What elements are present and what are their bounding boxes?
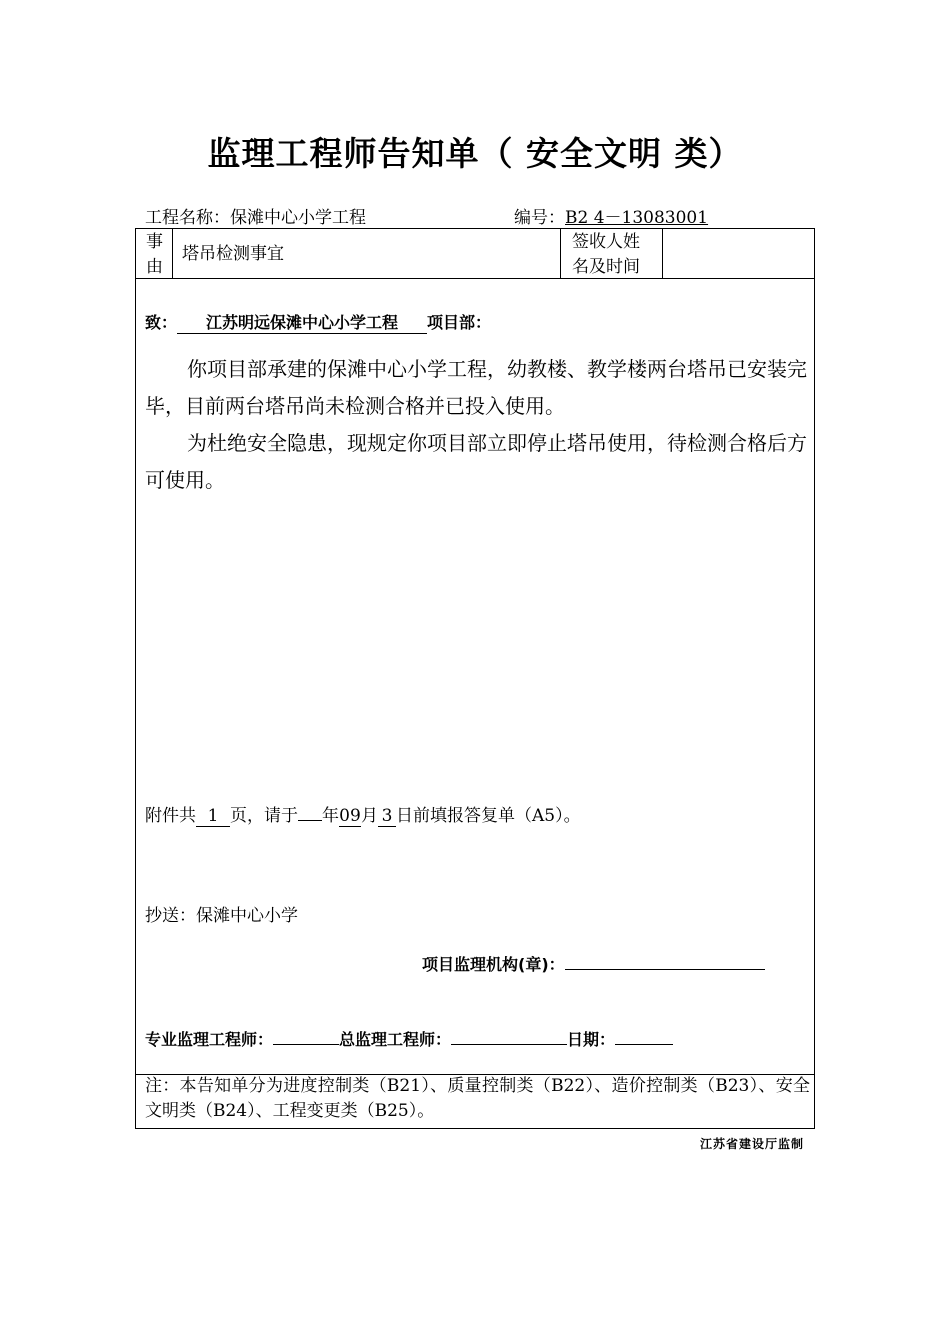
signer-label-line2: 名及时间: [572, 257, 640, 277]
specialist-label: 专业监理工程师：: [145, 1030, 274, 1049]
matter-value: 塔吊检测事宜: [182, 244, 284, 264]
shiyou-label-line1: 事: [146, 232, 163, 252]
document-number-label: 编号：: [514, 208, 565, 228]
project-name-label: 工程名称：: [145, 208, 230, 228]
issuer-footer: 江苏省建设厅监制: [699, 1137, 804, 1151]
page-title: 监理工程师告知单（ 安全文明 类）: [207, 134, 743, 173]
attachment-year: [298, 820, 322, 821]
recipient-line: [145, 310, 491, 334]
document-number-line: [514, 203, 708, 228]
attachment-line: [145, 801, 581, 827]
recipient-suffix: 项目部：: [427, 313, 492, 332]
header-col-divider-3: [662, 228, 663, 279]
project-name-line: [145, 203, 470, 229]
category-note: 注：本告知单分为进度控制类（B21）、质量控制类（B22）、造价控制类（B23）、安全文明类（B24）、工程变更类（B25）。: [145, 1076, 810, 1121]
supervisor-org-line: [422, 952, 765, 975]
chief-label: 总监理工程师：: [339, 1030, 452, 1049]
body-paragraph-2: 为杜绝安全隐患，现规定你项目部立即停止塔吊使用，待检测合格后方可使用。: [145, 431, 807, 492]
project-name-value: 保滩中心小学工程: [230, 203, 470, 229]
supervisor-org-blank: [565, 952, 765, 970]
signature-line: [145, 1027, 673, 1050]
date-blank: [615, 1027, 673, 1045]
shiyou-label-line2: 由: [146, 257, 163, 277]
cc-line: 抄送：保滩中心小学: [145, 906, 298, 926]
attachment-text-1: 附件共: [145, 806, 196, 826]
body-paragraph-1: 你项目部承建的保滩中心小学工程，幼教楼、教学楼两台塔吊已安装完毕，目前两台塔吊尚未检测合格并已投入使用。: [145, 357, 807, 418]
header-row-divider: [135, 278, 815, 279]
attachment-day: 3: [378, 806, 396, 827]
supervisor-org-label: 项目监理机构(章)：: [422, 955, 565, 974]
attachment-pages: 1: [196, 806, 230, 827]
specialist-blank: [273, 1027, 339, 1045]
attachment-text-4: 月: [361, 806, 378, 826]
recipient-prefix: 致：: [145, 313, 178, 332]
header-col-divider-2: [560, 228, 561, 279]
date-label: 日期：: [567, 1030, 616, 1049]
recipient-org: 江苏明远保滩中心小学工程: [177, 310, 427, 334]
attachment-month: 09: [339, 806, 361, 826]
document-number-value: B2 4－13083001: [565, 208, 709, 228]
attachment-text-5: 日前填报答复单（A5）。: [396, 806, 581, 826]
signer-label-line1: 签收人姓: [572, 232, 640, 252]
attachment-text-2: 页，请于: [230, 806, 298, 826]
attachment-text-3: 年: [322, 806, 339, 826]
chief-blank: [451, 1027, 567, 1045]
header-col-divider-1: [172, 228, 173, 279]
